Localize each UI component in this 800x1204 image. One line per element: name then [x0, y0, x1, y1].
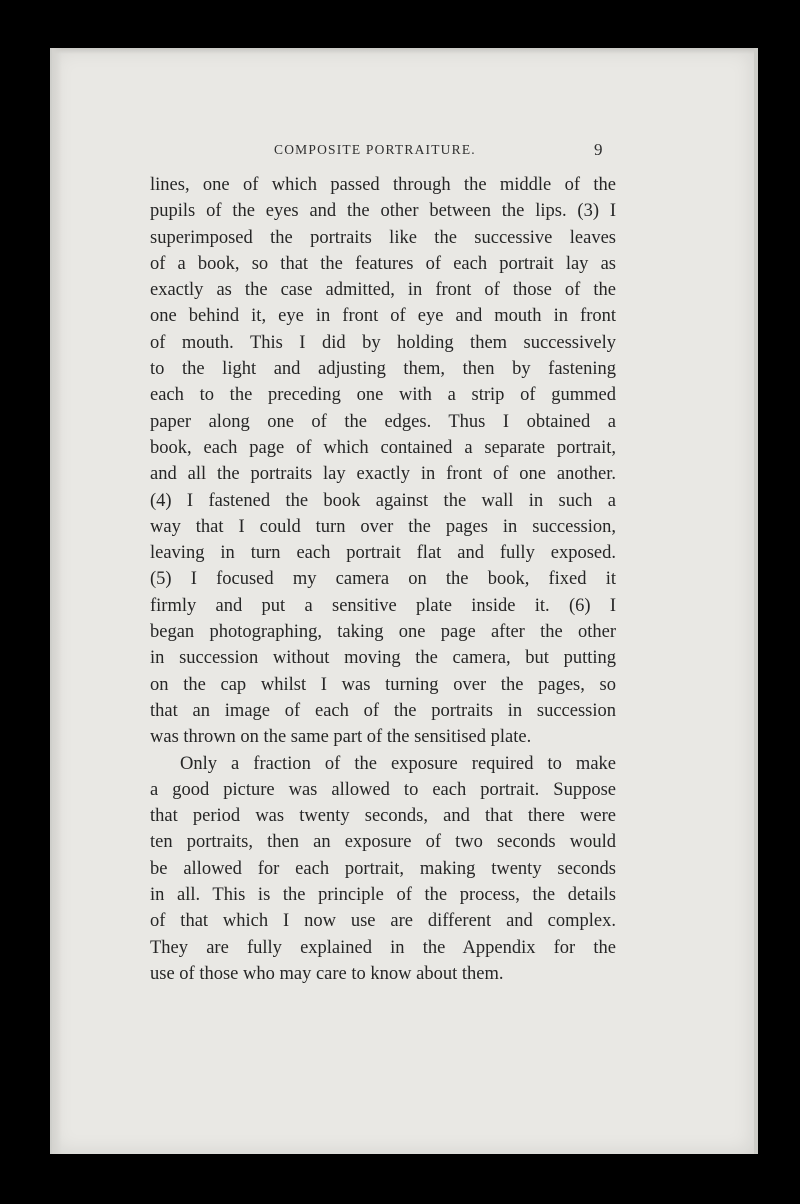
text-line: began photographing, taking one page after the other	[150, 622, 616, 643]
body-text	[150, 172, 616, 987]
text-line: lines, one of which passed through the middle of the	[150, 175, 616, 195]
text-line: be allowed for each portrait, making twenty seconds	[150, 858, 616, 879]
paragraph-1	[150, 172, 616, 751]
text-line: in all. This is the principle of the process, the details	[150, 885, 616, 906]
text-line: They are fully explained in the Appendix for the	[150, 937, 616, 958]
text-line: (4) I fastened the book against the wall in such a	[150, 490, 616, 511]
running-head	[52, 140, 754, 164]
text-line: ten portraits, then an exposure of two seconds would	[150, 832, 616, 853]
text-line: that period was twenty seconds, and that there were	[150, 806, 616, 827]
text-line: that an image of each of the portraits in succession	[150, 700, 616, 721]
text-line: to the light and adjusting them, then by fastening	[150, 359, 616, 380]
text-line: one behind it, eye in front of eye and mouth in front	[150, 306, 616, 327]
text-line: exactly as the case admitted, in front of those of the	[150, 280, 616, 301]
text-line: firmly and put a sensitive plate inside it. (6) I	[150, 595, 616, 616]
text-line: a good picture was allowed to each portrait. Suppose	[150, 779, 616, 800]
running-title: COMPOSITE PORTRAITURE.	[274, 142, 476, 157]
text-line: on the cap whilst I was turning over the pages, so	[150, 674, 616, 695]
text-line: use of those who may care to know about them.	[150, 963, 504, 984]
text-line: superimposed the portraits like the successive leaves	[150, 227, 616, 248]
text-line: each to the preceding one with a strip of gummed	[150, 385, 616, 406]
text-line: of that which I now use are different and complex.	[150, 911, 616, 932]
text-line: of a book, so that the features of each portrait lay as	[150, 253, 616, 274]
text-line: (5) I focused my camera on the book, fixed it	[150, 569, 616, 590]
text-line: in succession without moving the camera, but putting	[150, 648, 616, 669]
text-line: book, each page of which contained a separate portrait,	[150, 437, 616, 458]
text-line: Only a fraction of the exposure required to make	[180, 753, 616, 774]
page-number: 9	[594, 140, 603, 159]
text-line: was thrown on the same part of the sensitised plate.	[150, 727, 532, 748]
paragraph-2	[150, 751, 616, 988]
text-line: paper along one of the edges. Thus I obtained a	[150, 411, 616, 432]
text-line: way that I could turn over the pages in succession,	[150, 516, 616, 537]
text-line: leaving in turn each portrait flat and fully exposed.	[150, 543, 616, 564]
text-line: pupils of the eyes and the other between the lips. (3) I	[150, 201, 616, 222]
book-page	[50, 48, 758, 1154]
text-line: and all the portraits lay exactly in front of one another.	[150, 464, 616, 485]
text-line: of mouth. This I did by holding them successively	[150, 332, 616, 353]
